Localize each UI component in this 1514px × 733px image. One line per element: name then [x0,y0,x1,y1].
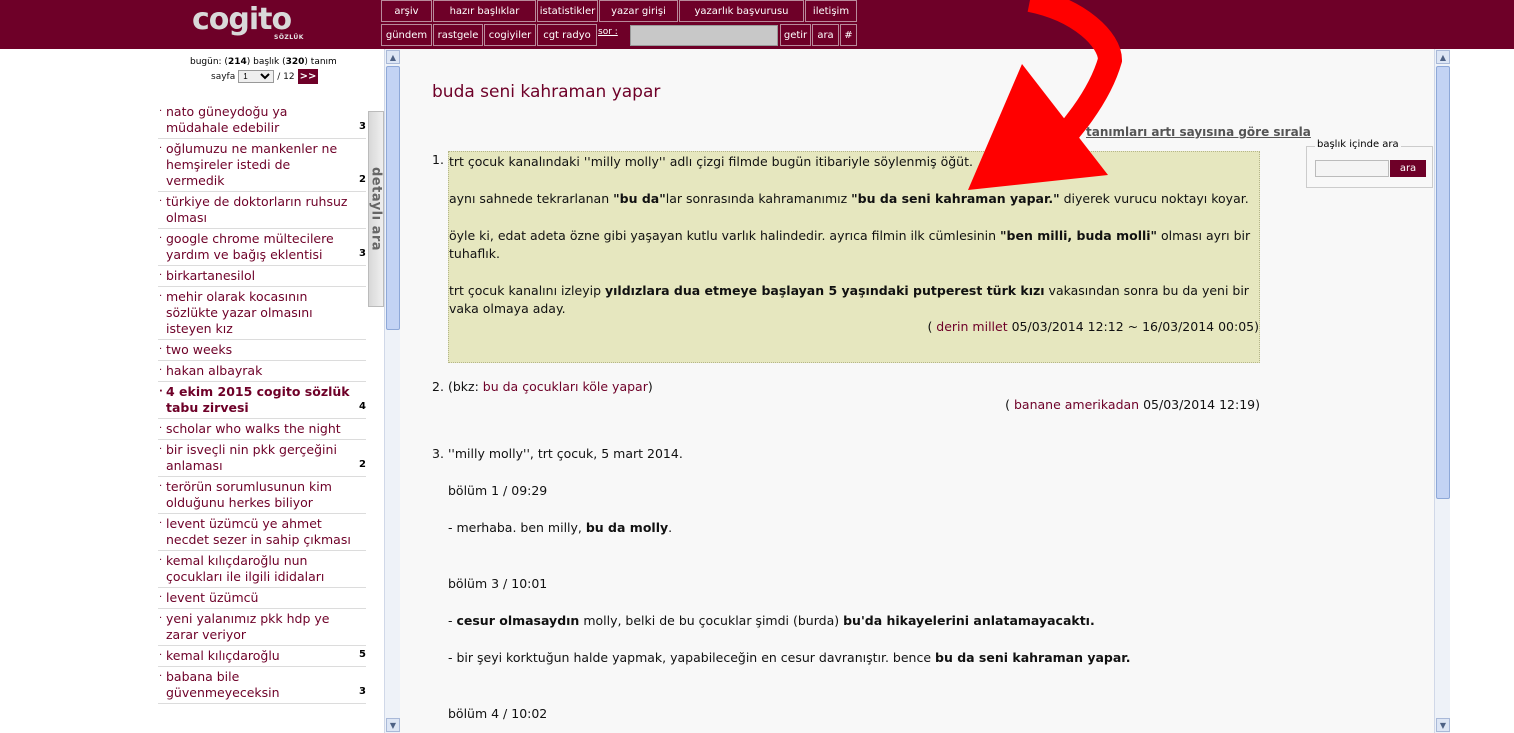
topic-title[interactable]: scholar who walks the night [166,421,341,436]
author-link[interactable]: derin millet [936,319,1008,334]
page-label: sayfa [211,71,236,82]
topic-title[interactable]: google chrome mültecilere yardım ve bağış eklentisi [166,231,334,262]
entry-paragraph: ''milly molly'', trt çocuk, 5 mart 2014. [448,446,683,461]
nav-arsiv[interactable]: arşiv [381,0,432,22]
entry-paragraph: trt çocuk kanalındaki ''milly molly'' adlı çizgi filmde bugün itibariyle söylenmiş öğüt. [449,154,973,169]
topic-title[interactable]: hakan albayrak [166,363,263,378]
topic-entry-count: 5 [359,649,366,660]
topic-item[interactable] [158,551,366,588]
entry-body [448,445,1260,723]
topic-list [158,102,366,704]
topic-item[interactable] [158,192,366,229]
topic-title[interactable]: türkiye de doktorların ruhsuz olması [166,194,348,225]
entry-paragraph: - cesur olmasaydın molly, belki de bu çocuklar şimdi (burda) bu'da hikayelerini anlatamayacaktı. [448,613,1095,628]
main-scrollbar[interactable] [1434,49,1450,733]
bullet-icon: · [159,233,163,244]
top-bar [0,0,1514,49]
down-arrow-icon[interactable]: ▼ [386,718,400,732]
topic-item[interactable] [158,419,366,440]
nav-istatistikler[interactable]: istatistikler [537,0,598,22]
entry-signature: ( derin millet 05/03/2014 12:12 ~ 16/03/2014 00:05) [927,319,1259,334]
topic-title[interactable]: babana bile güvenmeyeceksin [166,669,280,700]
topic-title[interactable]: kemal kılıçdaroğlu [166,648,280,663]
entry-date: 05/03/2014 12:12 ~ 16/03/2014 00:05) [1011,319,1259,334]
topic-title[interactable]: oğlumuzu ne mankenler ne hemşireler istedi de vermedik [166,141,338,188]
topic-item[interactable] [158,609,366,646]
bullet-icon: · [159,196,163,207]
main-scroll-thumb[interactable] [1436,66,1450,499]
topic-item[interactable] [158,287,366,340]
topic-entry-count: 3 [359,121,366,132]
bullet-icon: · [159,671,163,682]
topic-item[interactable] [158,382,366,419]
sidebar [150,49,400,733]
entry-paragraph: bölüm 1 / 09:29 [448,483,548,498]
def-count: 320 [285,57,305,67]
getir-button[interactable]: getir [780,24,811,46]
sort-by-plus-link[interactable]: tanımları artı sayısına göre sırala [1086,125,1311,139]
nav-yazarlik-basvurusu[interactable]: yazarlık başvurusu [679,0,804,22]
entry-paragraph: aynı sahnede tekrarlanan "bu da"lar sonrasında kahramanımız "bu da seni kahraman yapar." diyerek vurucu noktayı koyar. [449,191,1249,206]
entry-body: (bkz: bu da çocukları köle yapar) ( banane amerikadan 05/03/2014 12:19) [448,379,1260,412]
topic-title[interactable]: 4 ekim 2015 cogito sözlük tabu zirvesi [166,384,350,415]
topic-title[interactable]: mehir olarak kocasının sözlükte yazar olmasını isteyen kız [166,289,313,336]
topic-title[interactable]: nato güneydoğu ya müdahale edebilir [166,104,288,135]
topic-title[interactable]: bir isveçli nin pkk gerçeğini anlaması [166,442,337,473]
bullet-icon: · [159,444,163,455]
topic-item[interactable] [158,440,366,477]
topic-title[interactable]: birkartanesilol [166,268,256,283]
right-margin [1450,49,1514,733]
bullet-icon: · [159,344,163,355]
entry-date: 05/03/2014 12:19) [1143,397,1260,412]
hash-button[interactable]: # [840,24,857,46]
topic-item[interactable] [158,514,366,551]
next-page-button[interactable]: >> [299,71,317,82]
nav-yazar-girisi[interactable]: yazar girişi [599,0,678,22]
entry-paragraph: öyle ki, edat adeta özne gibi yaşayan kutlu varlık halindedir. ayrıca filmin ilk cümlesinin "ben milli, buda molli" olması ayrı bir tuhaflık. [449,228,1251,261]
nav-rastgele[interactable]: rastgele [433,24,483,46]
sidebar-stats: bugün: (214) başlık (320) tanım [190,57,337,67]
topic-item[interactable] [158,340,366,361]
entry-paragraph: bölüm 4 / 10:02 [448,706,548,721]
nav-hazir-basliklar[interactable]: hazır başlıklar [433,0,536,22]
topic-item[interactable] [158,102,366,139]
bullet-icon: · [159,143,163,154]
entry-paragraph: - merhaba. ben milly, bu da molly. [448,520,673,535]
topic-item[interactable] [158,139,366,192]
sidebar-scroll-thumb[interactable] [386,66,400,330]
today-count: 214 [227,57,247,67]
page-total: / 12 [277,71,295,82]
topic-title[interactable]: yeni yalanımız pkk hdp ye zarar veriyor [166,611,330,642]
entry-paragraph: trt çocuk kanalını izleyip yıldızlara dua etmeye başlayan 5 yaşındaki putperest türk kızı vakasından sonra bu da yeni bir vaka olmaya aday. [449,283,1249,316]
cogito-logo[interactable] [190,2,302,42]
topic-entry-count: 2 [359,459,366,470]
entry-number: 2. [432,379,444,394]
in-topic-search-input[interactable] [1315,160,1389,177]
bkz-link[interactable]: bu da çocukları köle yapar [482,379,648,394]
topic-entry-count: 4 [359,401,366,412]
logo-word: cogito [192,2,292,37]
entry-paragraph: - bir şeyi korktuğun halde yapmak, yapabileceğin en cesur davranıştır. bence bu da seni kahraman yapar. [448,650,1131,665]
main-content [400,49,1434,733]
topic-title[interactable]: kemal kılıçdaroğlu nun çocukları ile ilgili ididaları [166,553,325,584]
topic-item[interactable] [158,667,366,704]
red-curved-arrow-icon [960,0,1150,200]
sor-input[interactable] [630,25,778,46]
sor-label: sor : [598,27,618,37]
page-title[interactable]: buda seni kahraman yapar [432,82,661,102]
topic-entry-count: 3 [359,248,366,259]
in-topic-search-button[interactable]: ara [1390,160,1426,177]
entry-signature: ( banane amerikadan 05/03/2014 12:19) [1005,397,1260,412]
topic-item[interactable] [158,266,366,287]
bullet-icon: · [159,518,163,529]
bullet-icon: · [159,592,163,603]
topic-title[interactable]: two weeks [166,342,233,357]
entry-number: 3. [432,446,444,461]
bullet-icon: · [159,106,163,117]
ara-button[interactable]: ara [812,24,839,46]
topic-item[interactable] [158,361,366,382]
topic-item[interactable] [158,477,366,514]
topic-title[interactable]: levent üzümcü [166,590,259,605]
bullet-icon: · [159,613,163,624]
sidebar-scrollbar[interactable] [384,49,400,733]
topic-item[interactable] [158,646,366,667]
nav-gundem[interactable]: gündem [381,24,432,46]
entry [432,445,1260,733]
pagination [211,69,318,84]
bullet-icon: · [159,291,163,302]
topic-item[interactable] [158,588,366,609]
bullet-icon: · [159,423,163,434]
search-label: başlık içinde ara [1317,139,1399,150]
topic-title[interactable]: terörün sorumlusunun kim olduğunu herkes biliyor [166,479,332,510]
bullet-icon: · [159,555,163,566]
bullet-icon: · [159,650,163,661]
topic-entry-count: 2 [359,174,366,185]
entry [432,378,1260,414]
nav-cogiyiler[interactable]: cogiyiler [484,24,536,46]
topic-entry-count: 3 [359,686,366,697]
logo-sub: SÖZLÜK [274,34,304,41]
nav-cgt-radyo[interactable]: cgt radyo [537,24,597,46]
page-select[interactable] [238,70,274,83]
bullet-icon: · [159,270,163,281]
bullet-icon: · [159,481,163,492]
bullet-icon: · [159,365,163,376]
entry-number: 1. [432,152,444,167]
topic-item[interactable] [158,229,366,266]
entry-paragraph: bölüm 3 / 10:01 [448,576,548,591]
up-arrow-icon[interactable]: ▲ [386,50,400,64]
detailed-search-tab[interactable]: detaylı ara [368,111,384,307]
nav-iletisim[interactable]: iletişim [805,0,857,22]
topic-title[interactable]: levent üzümcü ye ahmet necdet sezer in sahip çıkması [166,516,351,547]
down-arrow-icon[interactable]: ▼ [1436,718,1450,732]
up-arrow-icon[interactable]: ▲ [1436,50,1450,64]
in-topic-search [1306,139,1433,188]
author-link[interactable]: banane amerikadan [1013,397,1140,412]
bullet-icon: · [159,386,163,397]
